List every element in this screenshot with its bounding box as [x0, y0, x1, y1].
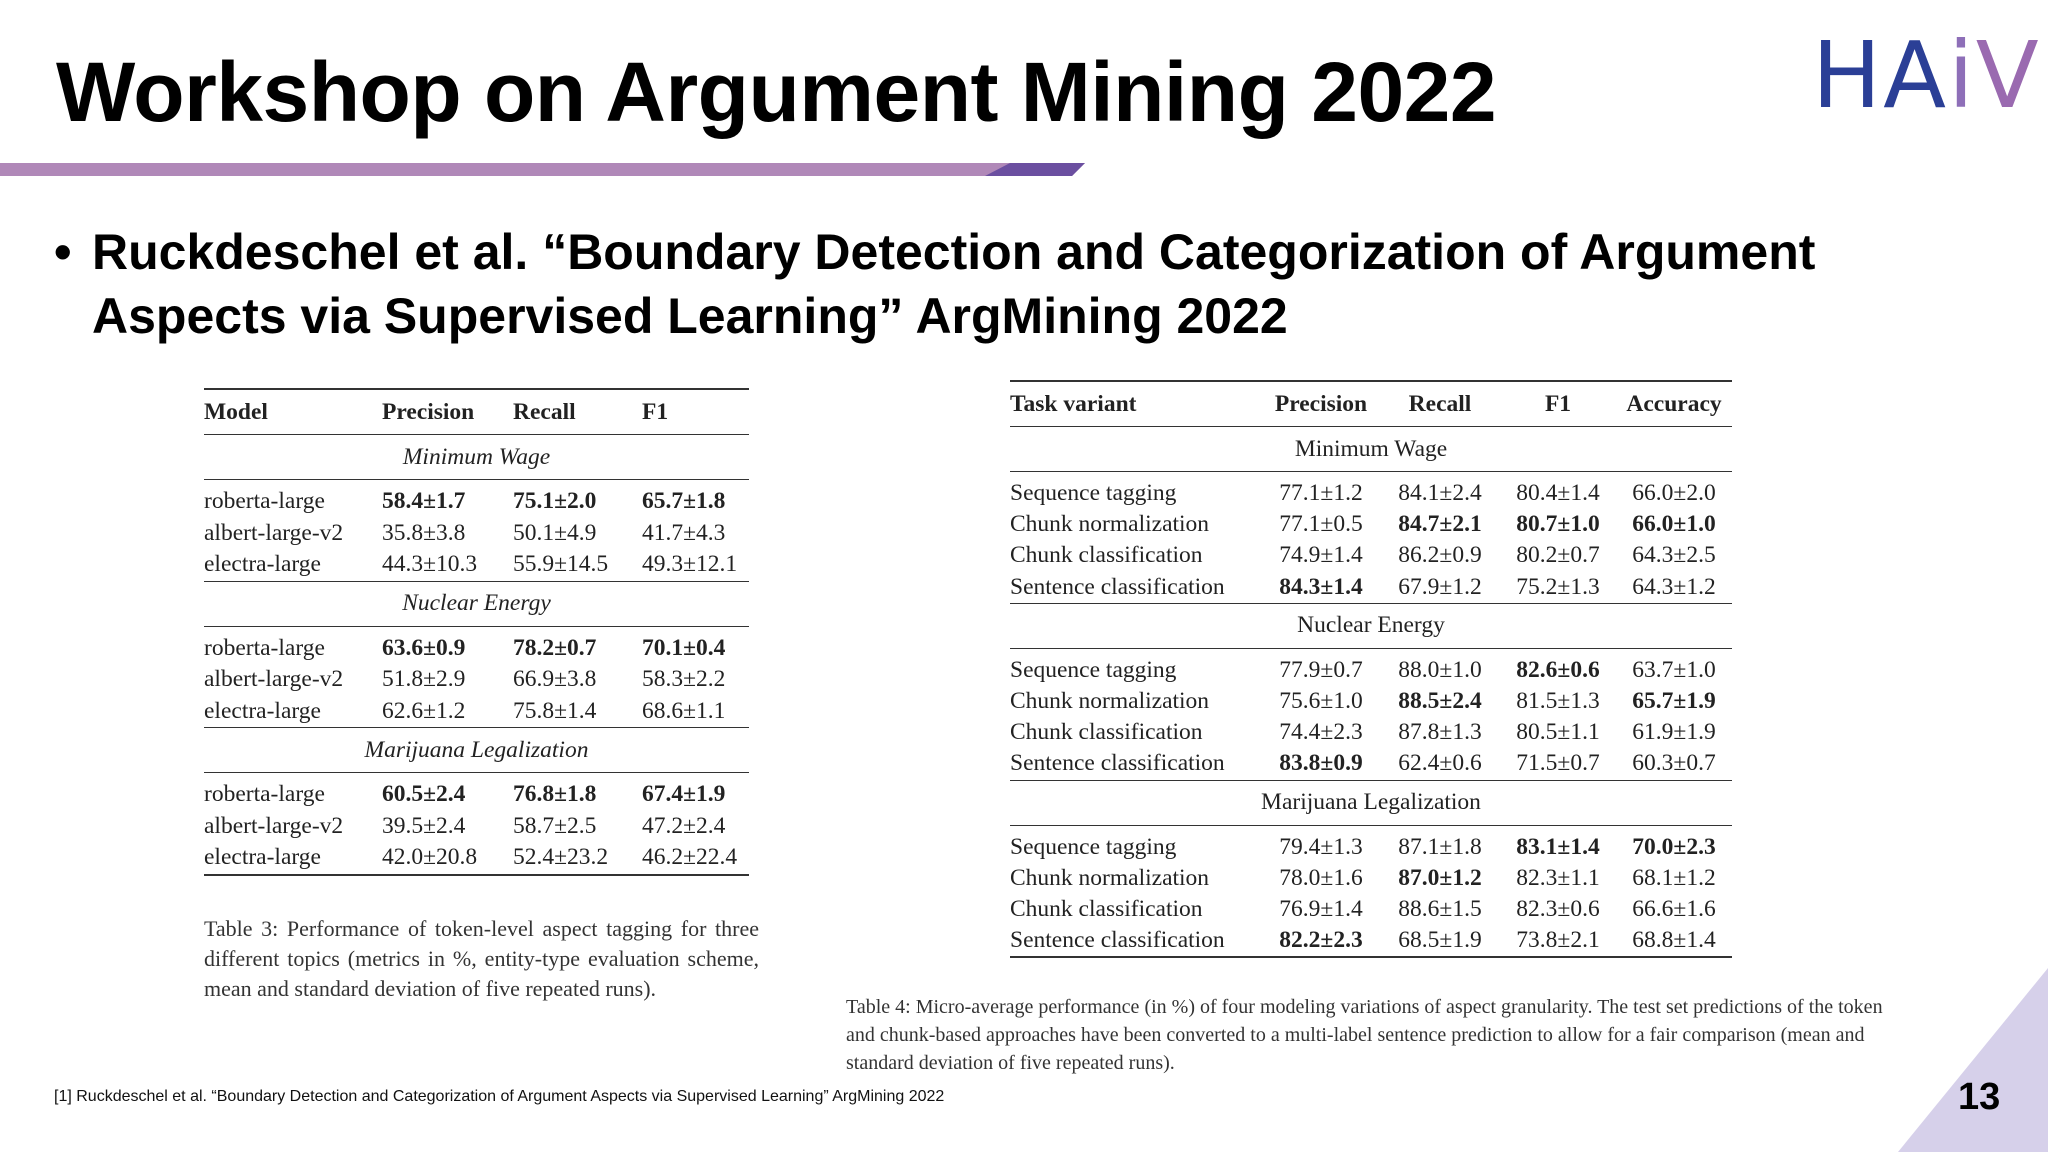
table-row — [204, 549, 749, 581]
table-row — [204, 664, 749, 696]
table-cell: 66.0±1.0 — [1632, 511, 1716, 538]
table-row — [204, 696, 749, 728]
section-row — [1010, 603, 1732, 648]
table-cell: 66.6±1.6 — [1632, 895, 1716, 922]
table-cell: 60.5±2.4 — [382, 781, 466, 808]
table-row — [1010, 540, 1732, 571]
table-cell: 41.7±4.3 — [642, 519, 726, 546]
table-cell: electra-large — [204, 842, 382, 875]
column-header: Model — [204, 389, 382, 435]
table-cell: Chunk classification — [1010, 719, 1203, 746]
haiv-logo — [1812, 22, 2041, 129]
table-cell: 66.9±3.8 — [513, 666, 597, 693]
table-cell: Sentence classification — [1010, 925, 1262, 957]
table-cell: 77.1±0.5 — [1279, 511, 1363, 538]
table-row — [204, 842, 749, 875]
table-cell: 51.8±2.9 — [382, 666, 466, 693]
table-cell: 46.2±22.4 — [642, 842, 749, 875]
table-cell: albert-large-v2 — [204, 812, 344, 839]
section-title: Nuclear Energy — [204, 581, 749, 626]
table-cell: 64.3±1.2 — [1632, 573, 1716, 600]
column-header: Task variant — [1010, 381, 1262, 427]
section-title: Minimum Wage — [204, 435, 749, 480]
corner-triangle-decoration — [1898, 968, 2048, 1152]
table-cell: Chunk normalization — [1010, 864, 1210, 891]
table-cell: electra-large — [204, 551, 321, 578]
table-cell: 83.8±0.9 — [1279, 750, 1363, 777]
table-cell: 87.0±1.2 — [1398, 864, 1482, 891]
table-cell: 88.6±1.5 — [1398, 895, 1482, 922]
table-cell: 62.4±0.6 — [1398, 750, 1482, 777]
column-header: Recall — [1380, 381, 1500, 427]
table-header-row — [204, 389, 749, 435]
table-row — [204, 811, 749, 843]
table-cell: 80.5±1.1 — [1516, 719, 1600, 746]
table-cell: 66.0±2.0 — [1632, 480, 1716, 507]
table-row — [1010, 748, 1732, 780]
table-3-caption: Table 3: Performance of token-level aspect tagging for three different topics (metrics in %, entity-type evaluation scheme, mean and standard deviation of five repeated runs). — [204, 916, 759, 1001]
table-cell: 87.1±1.8 — [1398, 833, 1482, 860]
table-4 — [1010, 380, 1732, 958]
table-cell: 47.2±2.4 — [642, 812, 726, 839]
table-cell: 50.1±4.9 — [513, 519, 597, 546]
table-cell: 61.9±1.9 — [1632, 719, 1716, 746]
table-cell: 88.0±1.0 — [1398, 656, 1482, 683]
table-row — [1010, 863, 1732, 894]
table-cell: 63.6±0.9 — [382, 634, 466, 661]
table-row — [1010, 472, 1732, 510]
table-cell: 70.0±2.3 — [1632, 833, 1716, 860]
table-header-row — [1010, 381, 1732, 427]
table-cell: 78.0±1.6 — [1279, 864, 1363, 891]
table-cell: 75.1±2.0 — [513, 488, 597, 515]
table-cell: 75.8±1.4 — [513, 697, 597, 724]
section-row — [1010, 780, 1732, 825]
table-cell: 77.1±1.2 — [1279, 480, 1363, 507]
table-cell: 83.1±1.4 — [1516, 833, 1600, 860]
table-cell: 75.2±1.3 — [1516, 573, 1600, 600]
table-cell: 76.8±1.8 — [513, 781, 597, 808]
table-cell: Chunk classification — [1010, 895, 1203, 922]
table-cell: albert-large-v2 — [204, 666, 344, 693]
table-cell: 68.6±1.1 — [642, 697, 726, 724]
section-title: Nuclear Energy — [1010, 603, 1732, 648]
table-cell: 58.4±1.7 — [382, 488, 466, 515]
page-number: 13 — [1958, 1076, 2001, 1118]
table-cell: 80.4±1.4 — [1516, 480, 1600, 507]
table-4-caption: Table 4: Micro-average performance (in %) of four modeling variations of aspect granularity. The test set predictions of the token and chunk-based approaches have been converted to a multi-label sentence prediction to allow for a fair comparison (mean and standard deviation of five repeated runs). — [846, 996, 1883, 1074]
table-cell: Sequence tagging — [1010, 480, 1177, 507]
table-cell: Chunk normalization — [1010, 511, 1210, 538]
table-cell: 84.1±2.4 — [1398, 480, 1482, 507]
table-cell: 67.4±1.9 — [642, 781, 726, 808]
table-cell: 65.7±1.8 — [642, 488, 726, 515]
table-cell: 42.0±20.8 — [382, 842, 513, 875]
table-cell: 87.8±1.3 — [1398, 719, 1482, 746]
table-cell: 82.2±2.3 — [1262, 925, 1380, 957]
table-cell: roberta-large — [204, 781, 325, 808]
table-cell: 88.5±2.4 — [1398, 688, 1482, 715]
table-row — [204, 626, 749, 664]
logo-text-i: i — [1948, 22, 1976, 129]
table-cell: 84.7±2.1 — [1398, 511, 1482, 538]
table-row — [204, 480, 749, 518]
section-row — [204, 728, 749, 773]
table-row — [1010, 717, 1732, 748]
table-cell: Sentence classification — [1010, 573, 1225, 600]
logo-text-v: V — [1975, 22, 2041, 129]
table-cell: 65.7±1.9 — [1632, 688, 1716, 715]
table-cell: 60.3±0.7 — [1632, 750, 1716, 777]
table-row — [1010, 925, 1732, 957]
section-row — [204, 435, 749, 480]
table-row — [1010, 825, 1732, 863]
table-cell: 68.1±1.2 — [1632, 864, 1716, 891]
table-cell: 77.9±0.7 — [1279, 656, 1363, 683]
table-cell: 81.5±1.3 — [1516, 688, 1600, 715]
table-cell: albert-large-v2 — [204, 519, 344, 546]
table-cell: 67.9±1.2 — [1398, 573, 1482, 600]
table-cell: 71.5±0.7 — [1516, 750, 1600, 777]
table-cell: 75.6±1.0 — [1279, 688, 1363, 715]
table-cell: 80.7±1.0 — [1516, 511, 1600, 538]
column-header: F1 — [1500, 381, 1616, 427]
footnote: [1] Ruckdeschel et al. “Boundary Detection and Categorization of Argument Aspects via Supervised Learning” ArgMining 2022 — [54, 1088, 945, 1105]
table-cell: 68.5±1.9 — [1380, 925, 1500, 957]
section-row — [1010, 427, 1732, 472]
table-row — [204, 518, 749, 550]
table-cell: 62.6±1.2 — [382, 697, 466, 724]
section-title: Marijuana Legalization — [204, 728, 749, 773]
table-cell: 80.2±0.7 — [1516, 542, 1600, 569]
table-cell: 86.2±0.9 — [1398, 542, 1482, 569]
table-cell: 74.4±2.3 — [1279, 719, 1363, 746]
table-cell: 82.3±1.1 — [1516, 864, 1600, 891]
section-title: Marijuana Legalization — [1010, 780, 1732, 825]
table-cell: Chunk classification — [1010, 542, 1203, 569]
table-cell: 52.4±23.2 — [513, 842, 642, 875]
logo-text-ha: HA — [1812, 22, 1949, 129]
table-cell: 84.3±1.4 — [1279, 573, 1363, 600]
table-cell: 55.9±14.5 — [513, 551, 609, 578]
section-title: Minimum Wage — [1010, 427, 1732, 472]
column-header: Precision — [1262, 381, 1380, 427]
table-cell: 74.9±1.4 — [1279, 542, 1363, 569]
table-cell: Sequence tagging — [1010, 833, 1177, 860]
table-cell: 58.7±2.5 — [513, 812, 597, 839]
table-cell: roberta-large — [204, 488, 325, 515]
column-header: Accuracy — [1616, 381, 1732, 427]
section-row — [204, 581, 749, 626]
table-cell: electra-large — [204, 697, 321, 724]
table-cell: 82.6±0.6 — [1516, 656, 1600, 683]
bullet-marker: • — [54, 224, 72, 280]
table-cell: 70.1±0.4 — [642, 634, 726, 661]
table-3 — [204, 388, 749, 876]
table-row — [1010, 894, 1732, 925]
table-cell: 82.3±0.6 — [1516, 895, 1600, 922]
table-row — [1010, 648, 1732, 686]
table-cell: 79.4±1.3 — [1279, 833, 1363, 860]
column-header: Recall — [513, 389, 642, 435]
table-cell: Chunk normalization — [1010, 688, 1210, 715]
title-accent-bar — [0, 163, 1085, 176]
table-cell: 76.9±1.4 — [1279, 895, 1363, 922]
column-header: F1 — [642, 389, 749, 435]
table-cell: roberta-large — [204, 634, 325, 661]
table-cell: 73.8±2.1 — [1500, 925, 1616, 957]
table-cell: 78.2±0.7 — [513, 634, 597, 661]
table-row — [204, 773, 749, 811]
table-cell: 44.3±10.3 — [382, 551, 478, 578]
table-row — [1010, 509, 1732, 540]
table-row — [1010, 572, 1732, 604]
table-cell: 39.5±2.4 — [382, 812, 466, 839]
slide-title: Workshop on Argument Mining 2022 — [56, 45, 1497, 139]
bullet-text: Ruckdeschel et al. “Boundary Detection and Categorization of Argument Aspects via Supervised Learning” ArgMining 2022 — [92, 224, 1816, 344]
table-row — [1010, 686, 1732, 717]
table-cell: 49.3±12.1 — [642, 551, 738, 578]
bullet-item — [54, 220, 1914, 348]
table-cell: 68.8±1.4 — [1616, 925, 1732, 957]
table-cell: 63.7±1.0 — [1632, 656, 1716, 683]
column-header: Precision — [382, 389, 513, 435]
table-cell: Sentence classification — [1010, 750, 1225, 777]
table-cell: 58.3±2.2 — [642, 666, 726, 693]
table-cell: 35.8±3.8 — [382, 519, 466, 546]
table-cell: Sequence tagging — [1010, 656, 1177, 683]
table-cell: 64.3±2.5 — [1632, 542, 1716, 569]
